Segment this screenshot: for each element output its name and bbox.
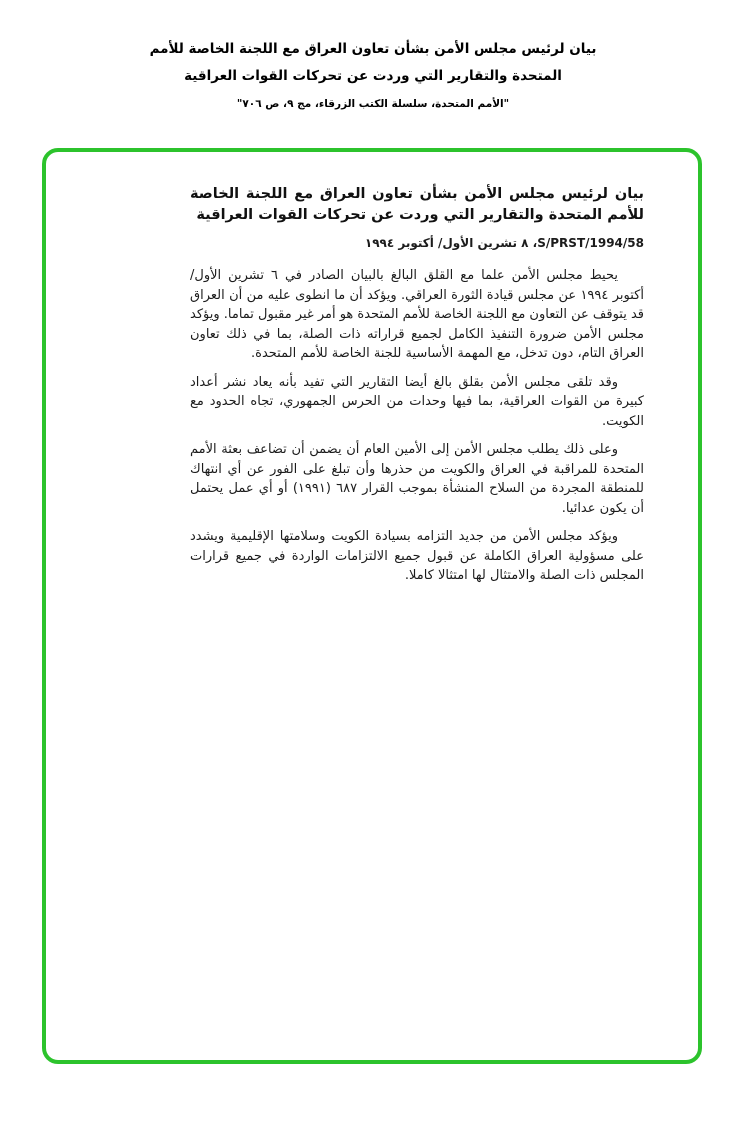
document-paragraph: يحيط مجلس الأمن علما مع القلق البالغ بالبيان الصادر في ٦ تشرين الأول/ أكتوبر ١٩٩٤ عن مجلس قيادة الثورة العراقي. ويؤكد أن ما انطوى عليه من أن العراق قد يتوقف عن التعاون مع اللجنة الخاصة للأمم المتحدة هو أمر غير مقبول تماما. ويؤكد مجلس الأمن ضرورة التنفيذ الكامل لجميع قراراته ذات الصلة، بما في ذلك تعاون العراق التام، دون تدخل، مع المهمة الأساسية للجنة الخاصة للأمم المتحدة. [190,268,644,362]
document-paragraph: وقد تلقى مجلس الأمن بقلق بالغ أيضا التقارير التي تفيد بأنه يعاد نشر أعداد كبيرة من القوات العراقية، بما فيها وحدات من الحرس الجمهوري، تجاه الحدود مع الكويت. [190,374,644,429]
scanned-document [190,184,644,595]
document-reference: S/PRST/1994/58، ٨ تشرين الأول/ أكتوبر ١٩٩٤ [364,236,644,251]
document-title: بيان لرئيس مجلس الأمن بشأن تعاون العراق مع اللجنة الخاصة للأمم المتحدة والتقارير التي وردت عن تحركات القوات العراقية [190,186,644,224]
page-header [133,36,613,110]
document-paragraph: ويؤكد مجلس الأمن من جديد التزامه بسيادة الكويت وسلامتها الإقليمية ويشدد على مسؤولية العراق الكاملة عن قبول جميع الالتزامات الواردة في جميع قرارات المجلس ذات الصلة والامتثال لها امتثالا كاملا. [190,529,644,584]
page-header-source: "الأمم المتحدة، سلسلة الكتب الزرقاء، مج ٩، ص ٧٠٦" [236,98,510,110]
page-header-title: بيان لرئيس مجلس الأمن بشأن تعاون العراق مع اللجنة الخاصة للأمم المتحدة والتقارير التي وردت عن تحركات القوات العراقية [149,41,597,84]
document-body [190,266,644,586]
document-paragraph: وعلى ذلك يطلب مجلس الأمن إلى الأمين العام أن يضمن أن تضاعف بعثة الأمم المتحدة للمراقبة في العراق والكويت من حذرها وأن تبلغ على الفور عن أي انتهاك للمنطقة المجردة من السلاح المنشأة بموجب القرار ٦٨٧ (١٩٩١) أو أي عمل يحتمل أن يكون عدائيا. [190,442,644,516]
